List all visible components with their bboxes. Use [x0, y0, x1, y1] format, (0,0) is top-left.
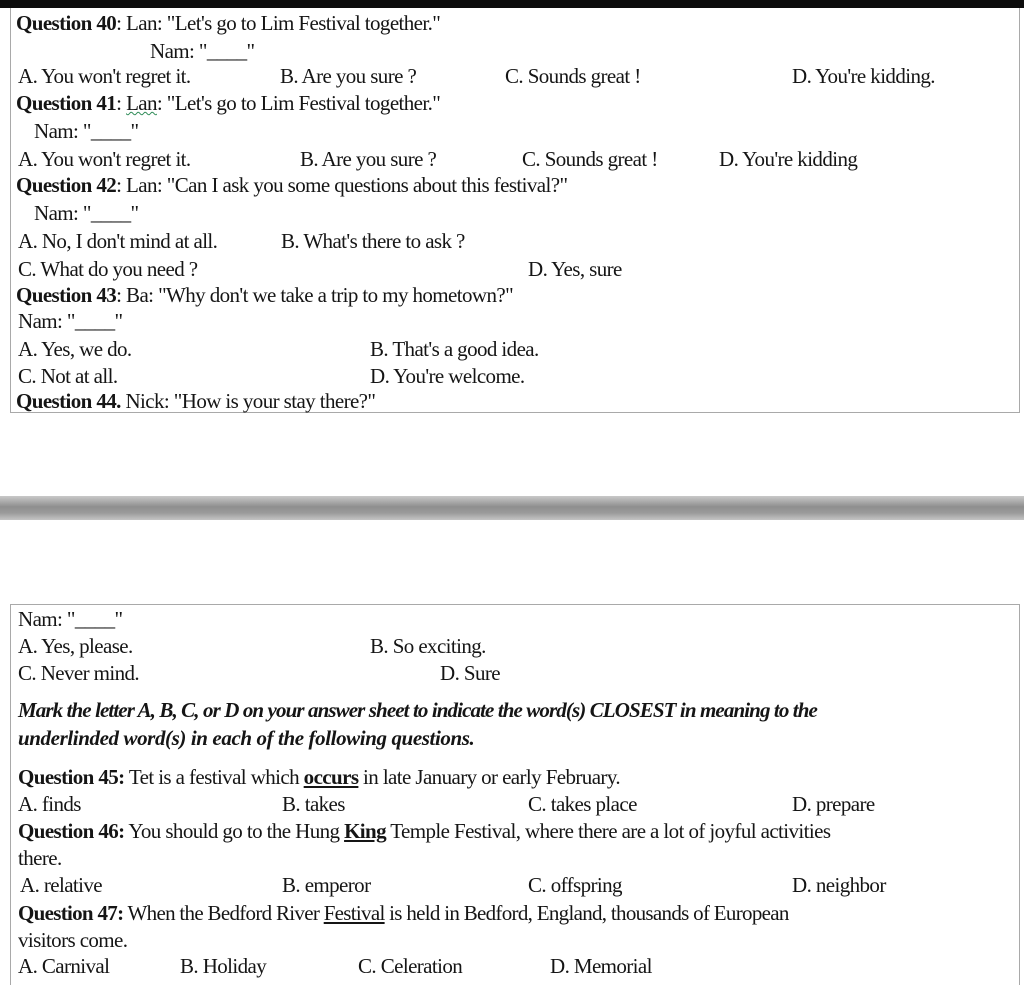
q45-label: Question 45: — [18, 765, 125, 789]
q45-underlined-word: occurs — [303, 765, 359, 789]
q41-option-c: C. Sounds great ! — [522, 147, 658, 171]
instruction-line-1: Mark the letter A, B, C, or D on your answer sheet to indicate the word(s) CLOSEST in meaning to the — [18, 698, 817, 722]
q43-stem — [16, 282, 513, 308]
q40-option-d: D. You're kidding. — [792, 64, 935, 88]
q46-option-b: B. emperor — [282, 873, 371, 897]
q41-reply: Nam: "____" — [34, 119, 139, 143]
q46-label: Question 46: — [18, 819, 125, 843]
q47-option-a: A. Carnival — [18, 954, 110, 978]
q44-stem — [16, 388, 375, 414]
q45-option-b: B. takes — [282, 792, 345, 816]
q40-option-c: C. Sounds great ! — [505, 64, 641, 88]
q42-option-a: A. No, I don't mind at all. — [18, 229, 218, 253]
q41-option-b: B. Are you sure ? — [300, 147, 437, 171]
q47-underlined-word: Festival — [323, 901, 385, 925]
q42-option-d: D. Yes, sure — [528, 257, 622, 281]
q40-reply: Nam: "____" — [150, 39, 255, 63]
q42-label: Question 42 — [16, 173, 117, 197]
q47-stem: Question 47: When the Bedford River Festival is held in Bedford, England, thousands of European — [18, 901, 789, 925]
q44-option-a: A. Yes, please. — [18, 634, 133, 658]
q43-option-c: C. Not at all. — [18, 364, 118, 388]
q41-prompt: : "Let's go to Lim Festival together." — [156, 91, 441, 115]
q46-option-d: D. neighbor — [792, 873, 886, 897]
q43-option-b: B. That's a good idea. — [370, 337, 539, 361]
q43-option-a: A. Yes, we do. — [18, 337, 132, 361]
q40-option-a: A. You won't regret it. — [18, 64, 191, 88]
q47-option-d: D. Memorial — [550, 954, 652, 978]
q41-label: Question 41 — [16, 91, 117, 115]
q42-option-b: B. What's there to ask ? — [281, 229, 465, 253]
q43-prompt: : Ba: "Why don't we take a trip to my hometown?" — [116, 283, 514, 307]
q46-option-a: A. relative — [20, 873, 103, 897]
q44-prompt: Nick: "How is your stay there?" — [120, 389, 376, 413]
q40-option-b: B. Are you sure ? — [280, 64, 417, 88]
q45-stem: Question 45: Tet is a festival which occurs in late January or early February. — [18, 765, 620, 789]
q41-stem: Question 41: Lan: "Let's go to Lim Festival together." — [16, 91, 441, 115]
q42-stem — [16, 172, 567, 198]
q41-option-d: D. You're kidding — [719, 147, 858, 171]
q44-reply: Nam: "____" — [18, 607, 123, 631]
q46-stem-continuation: there. — [18, 846, 62, 870]
q45-option-a: A. finds — [18, 792, 81, 816]
q40-label: Question 40 — [16, 11, 117, 35]
q46-underlined-word: King — [344, 819, 387, 843]
q42-prompt: : Lan: "Can I ask you some questions about this festival?" — [116, 173, 568, 197]
q40-prompt: : Lan: "Let's go to Lim Festival together." — [116, 11, 441, 35]
instruction-line-2: underlinded word(s) in each of the following questions. — [18, 726, 475, 750]
q43-reply: Nam: "____" — [18, 309, 123, 333]
q42-reply: Nam: "____" — [34, 201, 139, 225]
q47-stem-continuation: visitors come. — [18, 928, 128, 952]
q44-option-c: C. Never mind. — [18, 661, 140, 685]
q45-option-d: D. prepare — [792, 792, 875, 816]
q40-stem — [16, 10, 440, 36]
q45-option-c: C. takes place — [528, 792, 637, 816]
q44-option-d: D. Sure — [440, 661, 500, 685]
page-separator-bar — [0, 496, 1024, 520]
q47-option-b: B. Holiday — [180, 954, 267, 978]
q46-option-c: C. offspring — [528, 873, 622, 897]
q42-option-c: C. What do you need ? — [18, 257, 198, 281]
q44-option-b: B. So exciting. — [370, 634, 486, 658]
q41-option-a: A. You won't regret it. — [18, 147, 191, 171]
q46-stem: Question 46: You should go to the Hung King Temple Festival, where there are a lot of joyful activities — [18, 819, 831, 843]
q43-label: Question 43 — [16, 283, 117, 307]
q41-speaker: Lan — [126, 91, 157, 115]
q43-option-d: D. You're welcome. — [370, 364, 525, 388]
q47-option-c: C. Celeration — [358, 954, 463, 978]
q47-label: Question 47: — [18, 901, 124, 925]
q44-label: Question 44. — [16, 389, 121, 413]
top-black-bar — [0, 0, 1024, 8]
